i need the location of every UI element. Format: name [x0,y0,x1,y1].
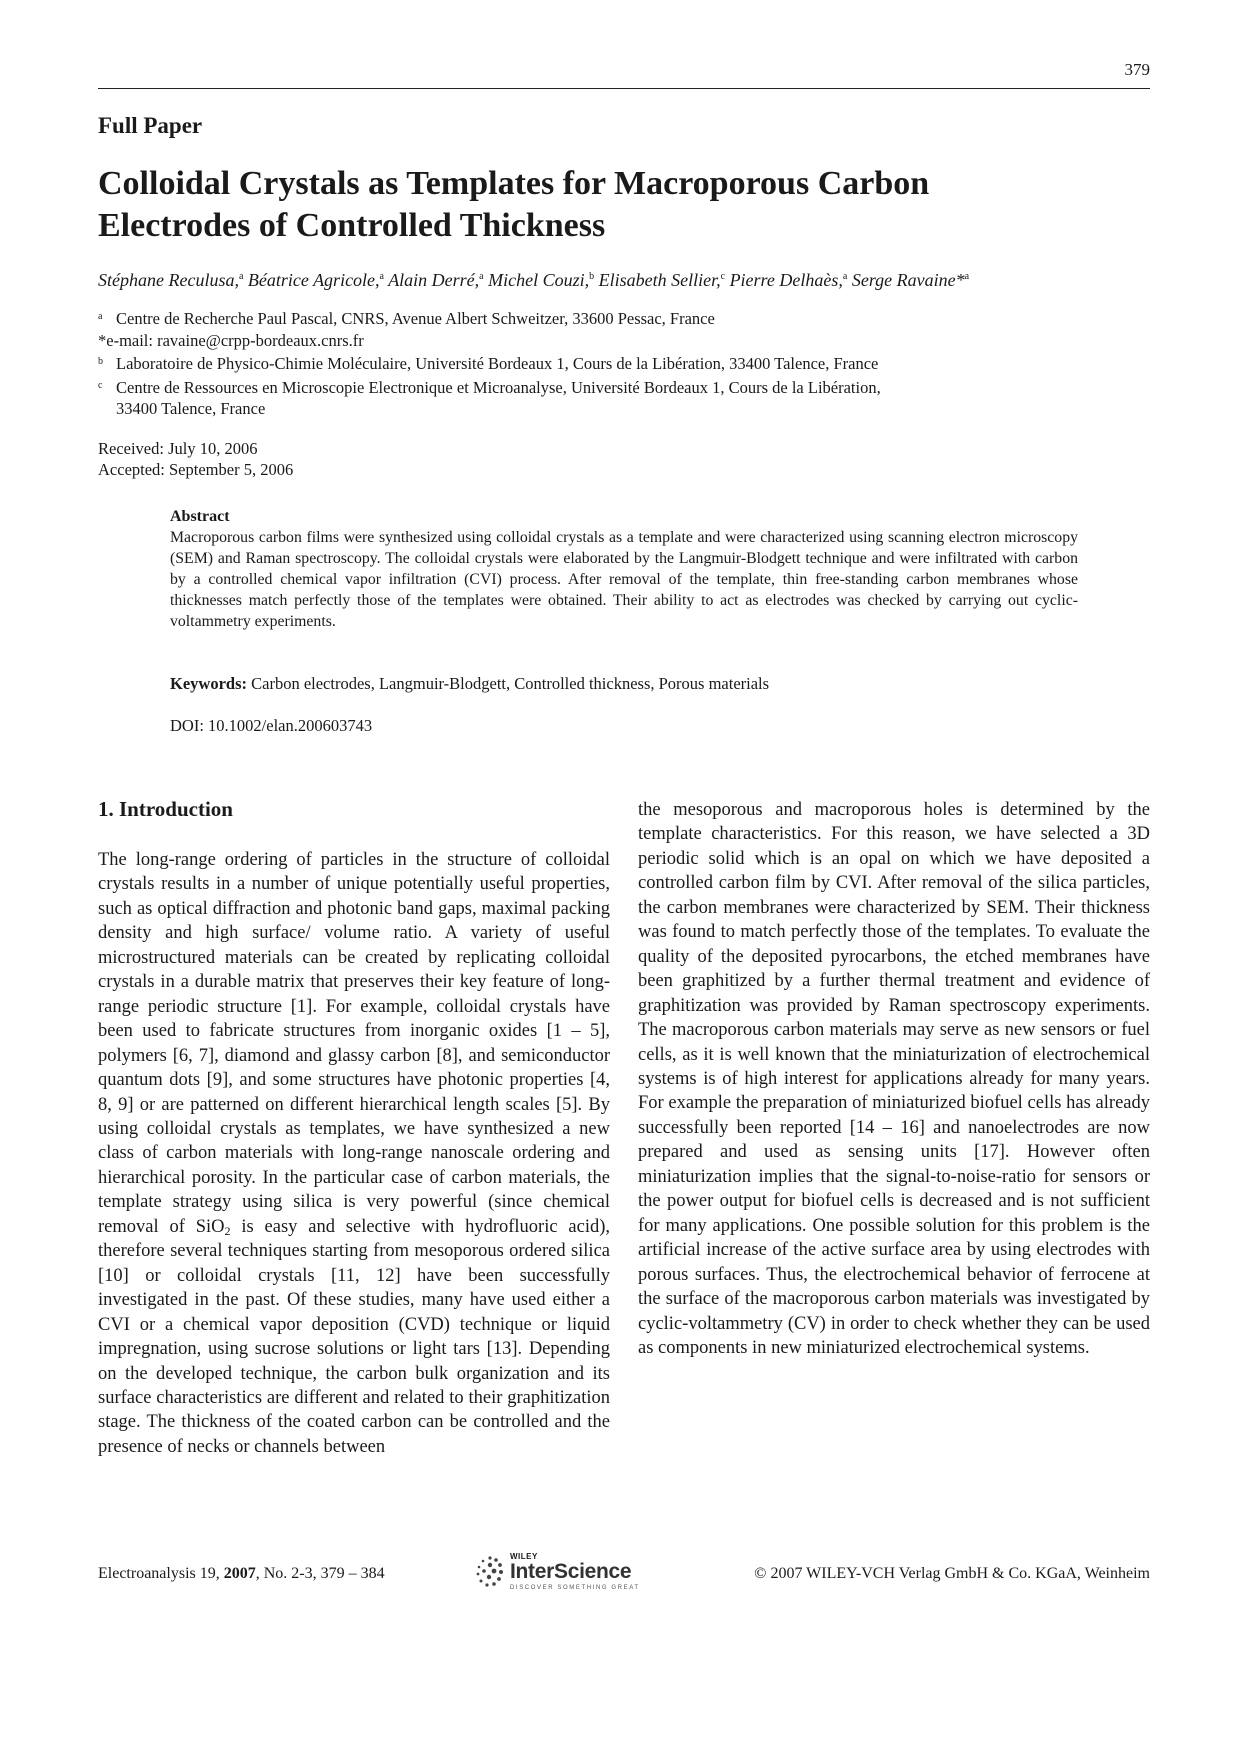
author-affiliation-mark: b [589,271,595,282]
accepted-date: Accepted: September 5, 2006 [98,460,294,479]
author-affiliation-mark: a [842,271,848,282]
author-affiliation-mark: a [238,271,244,282]
body-column-right [638,798,1150,1360]
section-label: Full Paper [98,113,203,138]
author-name: Elisabeth Sellier, [598,270,721,290]
header-rule [98,88,1150,89]
affiliation-c: c Centre de Ressources en Microscopie Electronique et Microanalyse, Université Bordeaux 1, Cours de la Libération, [98,377,881,397]
paper-title: Colloidal Crystals as Templates for Macroporous Carbon Electrodes of Controlled Thickness [98,165,930,244]
affiliation-b: b Laboratoire de Physico-Chimie Moléculaire, Université Bordeaux 1, Cours de la Libération, 33400 Talence, France [98,354,879,373]
author-name: Pierre Delhaès, [729,270,843,290]
abstract-heading: Abstract [170,508,230,525]
author-list [98,270,969,291]
abstract-text: Macroporous carbon films were synthesized using colloidal crystals as a template and were characterized using scanning electron microscopy (SEM) and Raman spectroscopy. The colloidal crystals were elaborated by the Langmuir-Blodgett technique and were infiltrated with carbon by a controlled chemical vapor infiltration (CVI) process. After removal of the template, thin free-standing carbon membranes whose thicknesses match perfectly those of the templates were obtained. Their ability to act as electrodes was checked by carrying out cyclic-voltammetry experiments. [170,529,1078,630]
journal-citation: Electroanalysis 19, 2007, No. 2-3, 379 – 384 [98,1565,385,1582]
author-affiliation-mark: a [379,271,384,282]
logo-name-text: InterScience [510,1560,632,1583]
keywords [170,674,769,694]
author-name: Stéphane Reculusa, [98,270,239,290]
body-column-left [98,848,610,1459]
logo-wiley-text: WILEY [510,1552,538,1561]
received-date: Received: July 10, 2006 [98,439,258,458]
keywords-label: Keywords: [170,674,247,693]
globe-icon [472,1552,508,1592]
page-number: 379 [1124,60,1150,79]
section-heading-introduction: 1. Introduction [98,797,233,821]
author-name: Serge Ravaine* [851,270,965,290]
affiliation-a: a Centre de Recherche Paul Pascal, CNRS, Avenue Albert Schweitzer, 33600 Pessac, France [98,309,715,328]
intro-paragraph-continued: the mesoporous and macroporous holes is determined by the template characteristics. For this reason, we have selected a 3D periodic solid which is an opal on which we have deposited a controlled carbon film by CVI. After removal of the silica particles, the carbon membranes were characterized by SEM. Their thickness was found to match perfectly those of the templates. To evaluate the quality of the deposited pyrocarbons, the etched membranes have been graphitized by a further thermal treatment and evidence of graphitization was provided by Raman spectroscopy experiments. The macroporous carbon materials may serve as new sensors or fuel cells, as it is well known that the miniaturization of electrochemical systems is of high interest for applications already for many years. For example the preparation of miniaturized biofuel cells has already successfully been reported [14 – 16] and nanoelectrodes are now prepared and used as sensing units [17]. However often miniaturization implies that the signal-to-noise-ratio for sensors or the power output for biofuel cells is decreased and is not sufficient for many applications. One possible solution for this problem is the artificial increase of the active surface area by using electrodes with porous surfaces. Thus, the electrochemical behavior of ferrocene at the surface of the macroporous carbon materials was investigated by cyclic-voltammetry (CV) in order to check whether they can be used as components in new miniaturized electrochemical systems. [638,800,1150,1358]
keywords-text: Carbon electrodes, Langmuir-Blodgett, Controlled thickness, Porous materials [251,674,770,693]
intro-paragraph: The long-range ordering of particles in the structure of colloidal crystals results in a number of unique potentially useful properties, such as optical diffraction and photonic band gaps, maximal packing density and high surface/ volume ratio. A variety of useful microstructured materials can be created by replicating colloidal crystals in a durable matrix that preserves their key feature of long-range periodic structure [1]. For example, colloidal crystals have been used to fabricate structures from inorganic oxides [1 – 5], polymers [6, 7], diamond and glassy carbon [8], and semiconductor quantum dots [9], and some structures have photonic properties [4, 8, 9] or are patterned on different hierarchical length scales [5]. By using colloidal crystals as templates, we have synthesized a new class of carbon materials with long-range nanoscale ordering and hierarchical porosity. In the particular case of carbon materials, the template strategy using silica is very powerful (since chemical removal of SiO$_2$ is easy and selective with hydrofluoric acid), therefore several techniques starting from mesoporous ordered silica [10] or colloidal crystals [11, 12] have been successfully investigated in the past. Of these studies, many have used either a CVI or a chemical vapor deposition (CVD) technique or liquid impregnation, using sucrose solutions or light tars [13]. Depending on the developed technique, the carbon bulk organization and its surface characteristics are different and related to their graphitization stage. The thickness of the coated carbon can be controlled and the presence of necks or channels between [98,850,610,1457]
author-name: Michel Couzi, [488,270,590,290]
author-affiliation-mark: c [720,271,726,282]
doi: DOI: 10.1002/elan.200603743 [170,716,373,735]
affiliations [98,306,881,420]
affiliation-c-continued: 33400 Talence, France [116,399,266,418]
abstract [170,506,1078,632]
logo-tagline: DISCOVER SOMETHING GREAT [510,1585,640,1591]
author-name: Béatrice Agricole, [247,270,380,290]
author-affiliation-mark: a [479,271,484,282]
author-name: Alain Derré, [388,270,480,290]
copyright: © 2007 WILEY-VCH Verlag GmbH & Co. KGaA, Weinheim [754,1565,1150,1582]
corresponding-email: *e-mail: ravaine@crpp-bordeaux.cnrs.fr [98,330,364,350]
submission-dates [98,438,293,480]
interscience-logo [472,1552,640,1596]
author-affiliation-mark: a [964,271,970,282]
